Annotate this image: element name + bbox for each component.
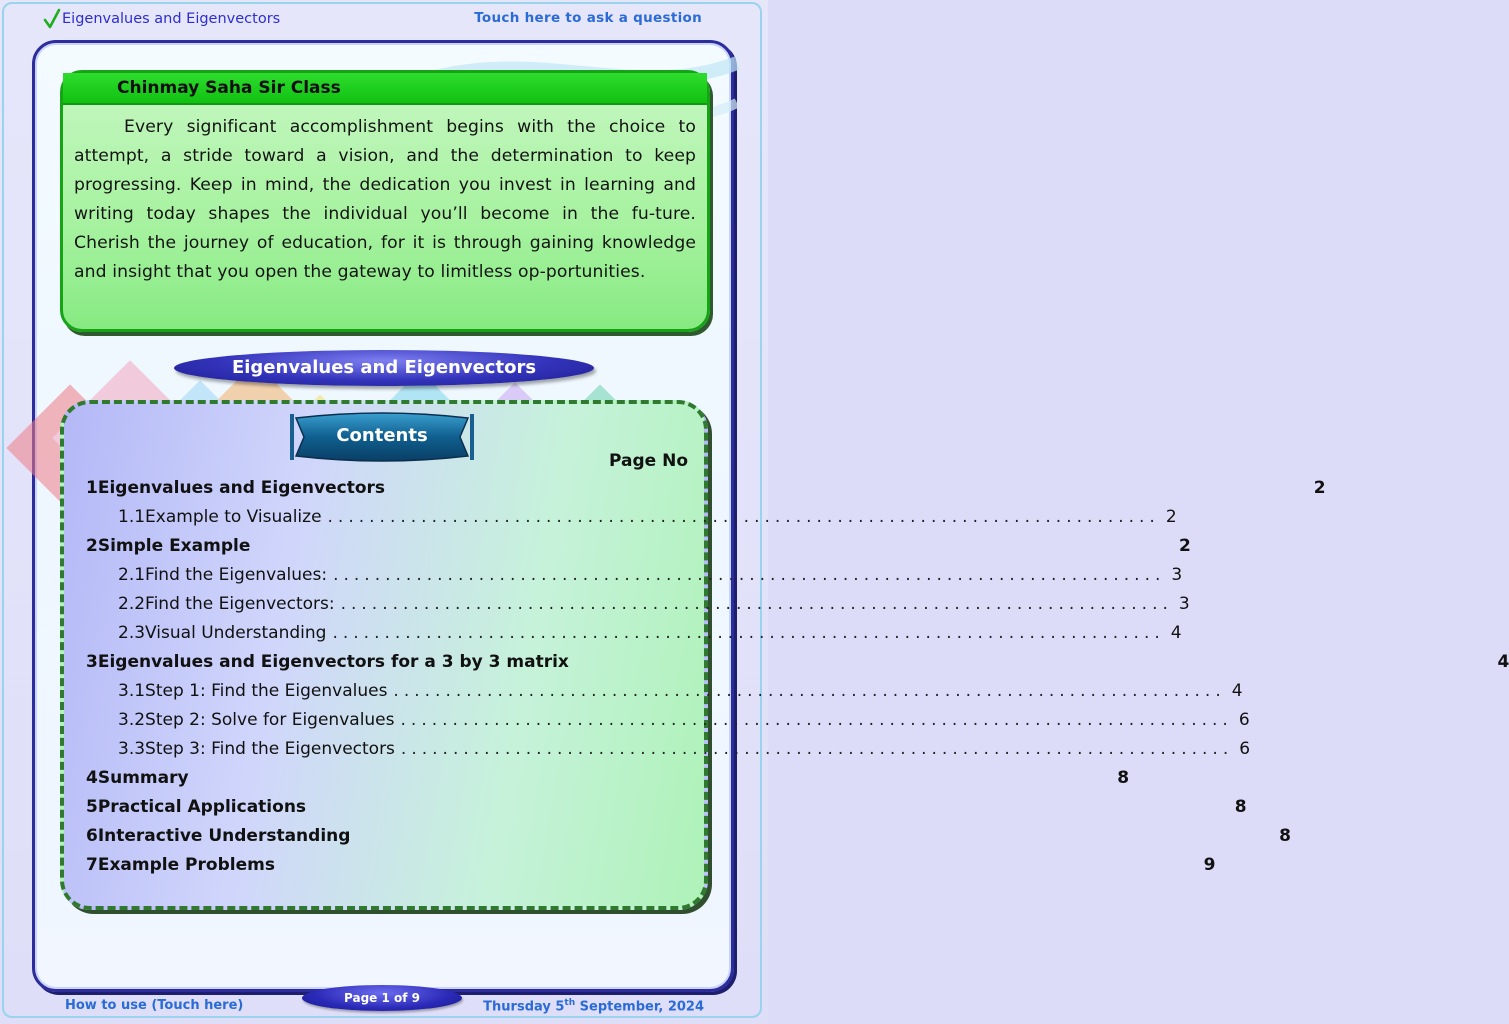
checkmark-icon — [44, 9, 60, 29]
toc-section-row[interactable] — [86, 826, 1291, 852]
toc-subsection-row[interactable] — [86, 594, 1190, 620]
toc-number: 4 — [86, 768, 98, 788]
date-superscript: th — [564, 998, 576, 1008]
document-title-banner: Eigenvalues and Eigenvectors — [174, 350, 594, 386]
toc-section-row[interactable] — [86, 768, 1130, 794]
quote-box — [60, 70, 710, 332]
toc-subsection-row[interactable] — [86, 565, 1183, 591]
toc-number: 3.1 — [118, 681, 146, 701]
toc-leader-dots: ................................................................................ — [400, 739, 1234, 759]
toc-section-row[interactable] — [86, 652, 1509, 678]
toc-title: Eigenvalues and Eigenvectors — [97, 478, 386, 498]
toc-section-row[interactable] — [86, 797, 1247, 823]
toc-section-row[interactable] — [86, 478, 1326, 504]
toc-title: Step 3: Find the Eigenvectors — [145, 739, 395, 759]
toc-number: 3.2 — [118, 710, 146, 730]
toc-page-number: 6 — [1238, 710, 1250, 730]
toc-page-number: 9 — [1203, 855, 1216, 875]
date-suffix: September, 2024 — [575, 999, 704, 1015]
toc-page-number: 2 — [1165, 507, 1177, 527]
toc-title: Step 1: Find the Eigenvalues — [145, 681, 388, 701]
toc-page-number: 8 — [1117, 768, 1130, 788]
how-to-use-link[interactable]: How to use (Touch here) — [65, 998, 244, 1013]
toc-leader-dots: ................................................................................ — [333, 565, 1166, 585]
quote-heading: Chinmay Saha Sir Class — [63, 73, 707, 105]
toc-number: 2 — [86, 536, 98, 556]
toc-number: 2.1 — [118, 565, 146, 585]
toc-number: 5 — [86, 797, 98, 817]
toc-number: 2.3 — [118, 623, 146, 643]
toc-page-number: 4 — [1497, 652, 1509, 672]
footer-date — [483, 998, 704, 1014]
ask-question-link[interactable]: Touch here to ask a question — [474, 10, 702, 26]
toc-title: Practical Applications — [97, 797, 307, 817]
toc-subsection-row[interactable] — [86, 739, 1251, 765]
toc-number: 6 — [86, 826, 98, 846]
toc-subsection-row[interactable] — [86, 681, 1243, 707]
toc-leader-dots: ................................................................................ — [340, 594, 1173, 614]
toc-page-number: 2 — [1313, 478, 1326, 498]
toc-number: 3 — [86, 652, 98, 672]
toc-leader-dots: ................................................................................ — [400, 710, 1233, 730]
toc-leader-dots: ................................................................................ — [332, 623, 1165, 643]
toc-subsection-row[interactable] — [86, 710, 1250, 736]
toc-subsection-row[interactable] — [86, 623, 1182, 649]
toc-title: Visual Understanding — [145, 623, 327, 643]
toc-number: 7 — [86, 855, 98, 875]
toc-number: 1 — [86, 478, 98, 498]
toc-number: 3.3 — [118, 739, 146, 759]
toc-leader-dots: ................................................................................ — [393, 681, 1226, 701]
toc-number: 1.1 — [118, 507, 146, 527]
toc-title: Find the Eigenvalues: — [145, 565, 328, 585]
toc-page-number: 4 — [1231, 681, 1243, 701]
contents-label: Contents — [336, 425, 428, 446]
toc-page-number: 2 — [1179, 536, 1191, 556]
toc-subsection-row[interactable] — [86, 507, 1177, 533]
toc-title: Find the Eigenvectors: — [145, 594, 335, 614]
toc-page-number: 6 — [1239, 739, 1251, 759]
toc-page-number: 3 — [1178, 594, 1190, 614]
toc-title: Example Problems — [97, 855, 275, 875]
header-title: Eigenvalues and Eigenvectors — [62, 11, 281, 27]
toc-title: Example to Visualize — [145, 507, 322, 527]
toc-page-number: 8 — [1279, 826, 1291, 846]
page-no-header: Page No — [609, 451, 688, 471]
toc-title: Eigenvalues and Eigenvectors for a 3 by 3 matrix — [97, 652, 569, 672]
header-title-link[interactable] — [44, 6, 280, 32]
toc-title: Step 2: Solve for Eigenvalues — [145, 710, 395, 730]
toc-page-number: 4 — [1170, 623, 1182, 643]
toc-page-number: 3 — [1171, 565, 1183, 585]
toc-title: Simple Example — [97, 536, 251, 556]
toc-number: 2.2 — [118, 594, 146, 614]
page-indicator[interactable]: Page 1 of 9 — [302, 985, 462, 1011]
date-prefix: Thursday 5 — [483, 999, 565, 1015]
toc-title: Interactive Understanding — [97, 826, 351, 846]
toc-leader-dots: ................................................................................ — [327, 507, 1160, 527]
toc-section-row[interactable] — [86, 536, 1191, 562]
quote-text: Every significant accomplishment begins with the choice to attempt, a stride toward a vision, and the determination to keep progressing. Keep in mind, the dedication you invest in learning and writing today shapes the individual you’ll become in the fu-ture. Cherish the journey of education, for it is through gaining knowledge and insight that you open the gateway to limitless op-portunities. — [74, 117, 696, 282]
toc-title: Summary — [97, 768, 189, 788]
toc-page-number: 8 — [1234, 797, 1247, 817]
toc-section-row[interactable] — [86, 855, 1216, 881]
